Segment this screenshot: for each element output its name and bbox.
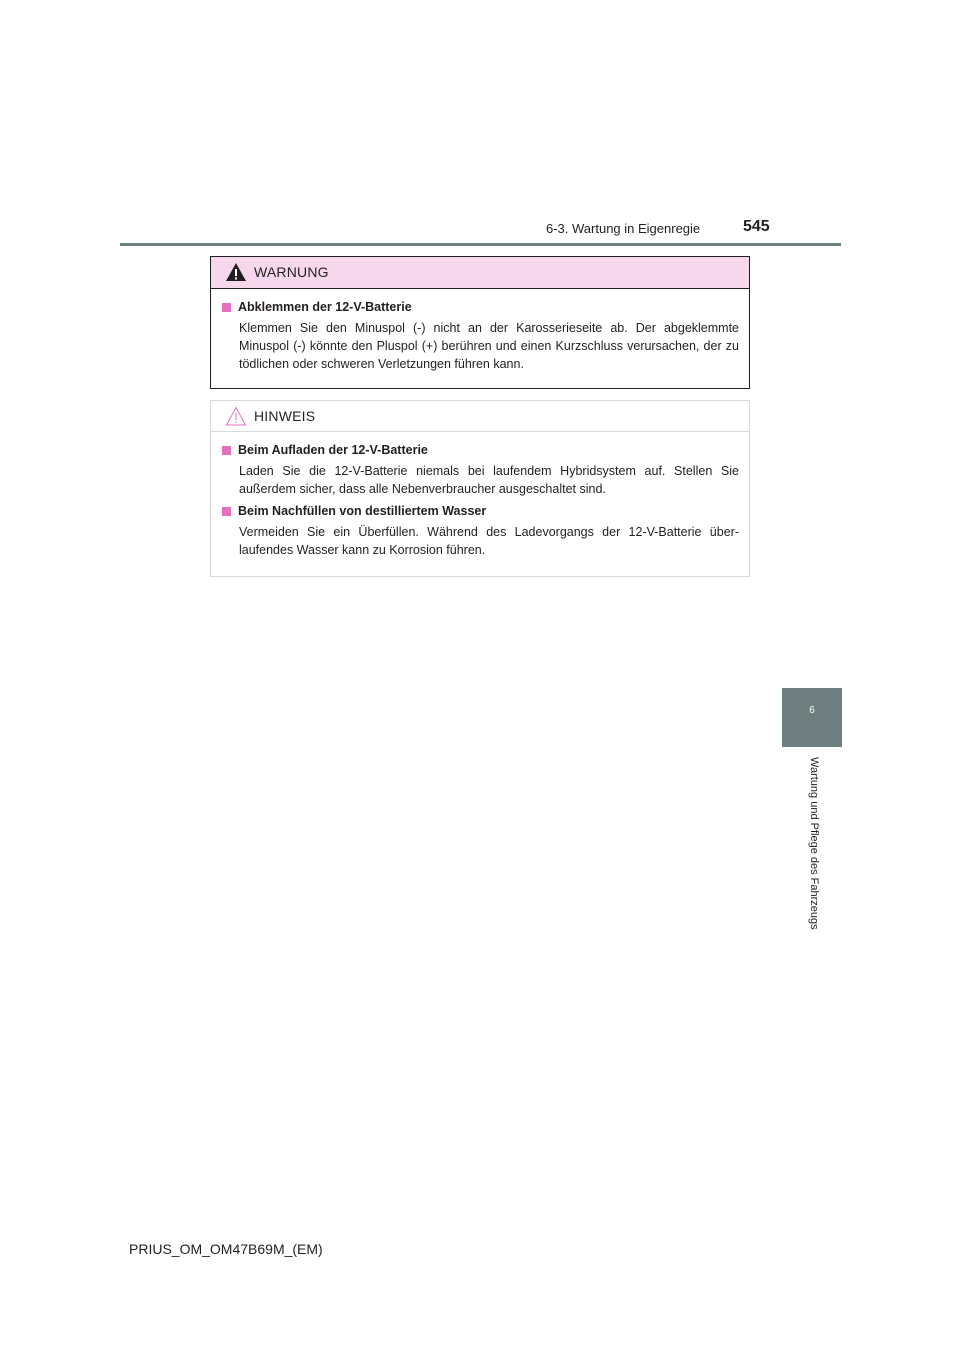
section-title: 6-3. Wartung in Eigenregie (546, 221, 701, 236)
chapter-label: Wartung und Pflege des Fahrzeugs (808, 757, 820, 930)
notice-item (222, 442, 739, 498)
warning-label: WARNUNG (254, 264, 329, 280)
header-divider (120, 243, 841, 246)
notice-box (210, 400, 750, 577)
warning-triangle-icon (225, 262, 247, 282)
notice-label: HINWEIS (254, 408, 316, 424)
warning-item (222, 299, 739, 373)
square-bullet-icon (222, 446, 231, 455)
warning-box (210, 256, 750, 389)
notice-item-text: Laden Sie die 12-V-Batterie niemals bei laufendem Hybridsystem auf. Stellen Sie außerdem sicher, dass alle Nebenverbraucher ausgeschaltet sind. (239, 464, 739, 496)
warning-body (211, 289, 749, 373)
warning-item-text: Klemmen Sie den Minuspol (-) nicht an der Karosserieseite ab. Der abgeklemmte Minuspol (-) könnte den Pluspol (+) berühren und einen Kurzschluss verursachen, der zu tödlichen oder schweren Verletzungen führen kann. (239, 321, 739, 371)
notice-item-title: Beim Nachfüllen von destilliertem Wasser (238, 504, 487, 518)
warning-item-title: Abklemmen der 12-V-Batterie (238, 300, 412, 314)
notice-item (222, 503, 739, 559)
document-code: PRIUS_OM_OM47B69M_(EM) (129, 1241, 323, 1257)
page-number: 545 (743, 218, 770, 235)
square-bullet-icon (222, 303, 231, 312)
chapter-number: 6 (809, 705, 815, 716)
caution-triangle-outline-icon (225, 406, 247, 426)
notice-item-title: Beim Aufladen der 12-V-Batterie (238, 443, 428, 457)
square-bullet-icon (222, 507, 231, 516)
notice-body (211, 432, 749, 559)
notice-item-text: Vermeiden Sie ein Überfüllen. Während des Ladevorgangs der 12-V-Batterie über-laufendes Wasser kann zu Korrosion führen. (239, 525, 739, 557)
chapter-tab[interactable] (782, 688, 842, 747)
warning-header (211, 257, 749, 289)
notice-header (211, 401, 749, 432)
